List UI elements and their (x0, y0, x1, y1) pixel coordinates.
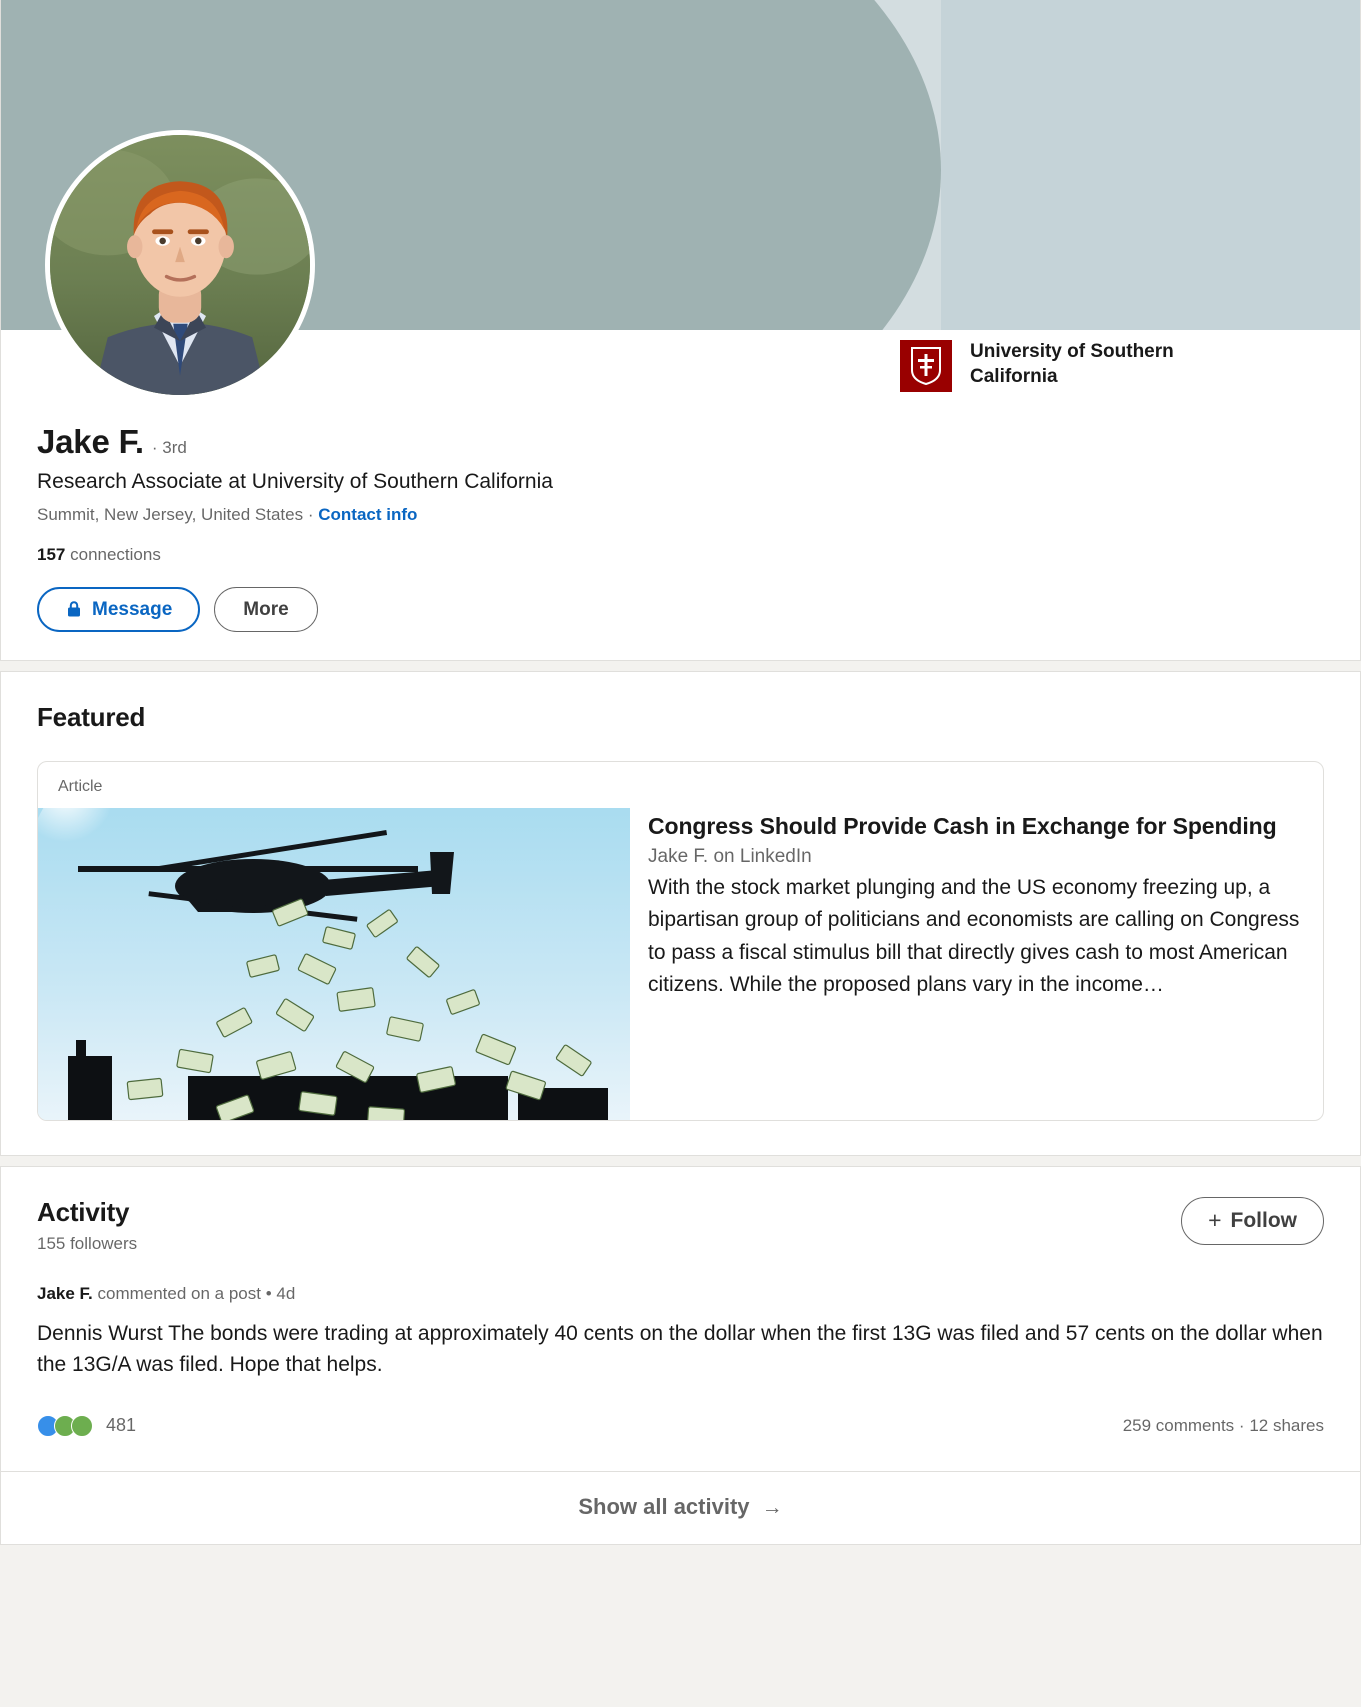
avatar-photo (50, 135, 310, 395)
featured-article-description: With the stock market plunging and the US economy freezing up, a bipartisan group of politicians and economists are calling on Congress to pass a fiscal stimulus bill that directly gives cash to most American citizens. While the proposed plans vary in the income… (648, 875, 1300, 997)
profile-name: Jake F. (37, 423, 144, 460)
name-row (37, 422, 1320, 462)
avatar[interactable] (45, 130, 315, 400)
show-all-activity-button[interactable] (1, 1471, 1360, 1544)
profile-location: Summit, New Jersey, United States · (37, 504, 314, 524)
comments-count[interactable]: 259 comments (1122, 1415, 1235, 1435)
connections-row[interactable] (37, 545, 1320, 565)
activity-section (0, 1166, 1361, 1545)
current-school[interactable] (900, 340, 1220, 392)
post-action: commented on a post • 4d (97, 1283, 296, 1303)
school-name: University of Southern California (970, 341, 1174, 387)
usc-logo-icon (900, 340, 952, 392)
stats-separator: · (1238, 1415, 1245, 1435)
message-button[interactable] (37, 587, 200, 632)
arrow-right-icon: → (761, 1495, 783, 1519)
shares-count[interactable]: 12 shares (1249, 1415, 1324, 1435)
more-button-label: More (243, 598, 289, 620)
featured-text (630, 808, 1323, 1120)
location-row (37, 505, 1320, 525)
featured-title: Featured (37, 701, 146, 732)
contact-info-link[interactable]: Contact info (318, 504, 418, 524)
followers-count: 155 followers (37, 1233, 138, 1253)
connections-count: 157 (37, 544, 66, 564)
follow-button-label: Follow (1230, 1208, 1297, 1232)
featured-thumbnail (38, 808, 630, 1120)
banner-right-block (940, 0, 1360, 330)
plus-icon: + (1208, 1207, 1222, 1234)
show-all-activity-label: Show all activity (578, 1493, 750, 1519)
message-button-label: Message (92, 598, 173, 620)
profile-actions (37, 587, 1320, 632)
post-meta (37, 1284, 1324, 1304)
featured-kind-label: Article (58, 777, 103, 795)
activity-header (37, 1197, 1324, 1254)
connection-degree: · 3rd (151, 438, 187, 457)
activity-heading-block (37, 1197, 137, 1254)
connections-label: connections (70, 544, 161, 564)
featured-article-byline: Jake F. on LinkedIn (648, 845, 812, 867)
profile-card (0, 0, 1361, 661)
lock-icon (65, 600, 83, 618)
featured-article-title: Congress Should Provide Cash in Exchange for Spending (648, 812, 1277, 839)
post-footer (37, 1415, 1324, 1437)
reaction-count: 481 (106, 1415, 137, 1436)
post-stats (1123, 1416, 1324, 1436)
post-reactions[interactable] (37, 1415, 136, 1437)
activity-post[interactable] (37, 1284, 1324, 1437)
featured-section (0, 671, 1361, 1156)
more-button[interactable] (214, 587, 317, 632)
profile-headline: Research Associate at University of Southern California (37, 469, 553, 493)
post-author: Jake F. (37, 1283, 93, 1303)
follow-button[interactable] (1181, 1197, 1324, 1245)
featured-article-card[interactable] (37, 761, 1324, 1121)
post-text: Dennis Wurst The bonds were trading at approximately 40 cents on the dollar when the first 13G was filed and 57 cents on the dollar when the 13G/A was filed. Hope that helps. (37, 1321, 1323, 1377)
reaction-icons (37, 1415, 88, 1437)
featured-body (38, 808, 1323, 1120)
support-icon (71, 1415, 93, 1437)
activity-title: Activity (37, 1196, 130, 1227)
